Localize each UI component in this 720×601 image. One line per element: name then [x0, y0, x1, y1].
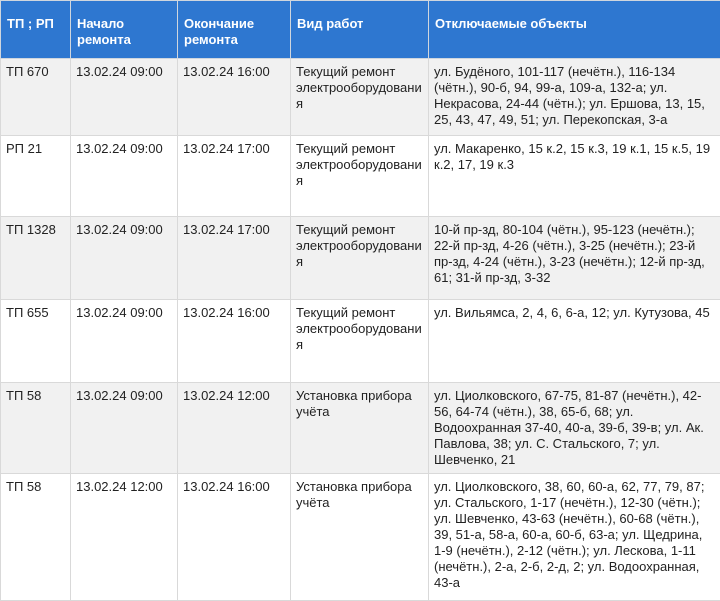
table-row [1, 217, 720, 300]
header-tp: ТП ; РП [1, 1, 71, 59]
cell-end: 13.02.24 16:00 [178, 59, 291, 136]
cell-tp: ТП 58 [1, 474, 71, 601]
cell-tp: ТП 655 [1, 300, 71, 383]
cell-start: 13.02.24 09:00 [71, 59, 178, 136]
cell-work: Установка прибора учёта [291, 383, 429, 474]
cell-tp: ТП 58 [1, 383, 71, 474]
cell-start: 13.02.24 09:00 [71, 383, 178, 474]
cell-start: 13.02.24 09:00 [71, 217, 178, 300]
table-row [1, 383, 720, 474]
cell-start: 13.02.24 09:00 [71, 136, 178, 217]
cell-objects: ул. Циолковского, 38, 60, 60-а, 62, 77, 79, 87; ул. Стальского, 1-17 (нечётн.), 12-30 (чётн.); ул. Шевченко, 43-63 (нечётн.), 60-68 (чётн.), 39, 51-а, 58-а, 60-а, 60-б, 63-а; ул. Щедрина, 1-9 (нечётн.), 2-12 (чётн.); ул. Лескова, 1-11 (нечётн.), 2-а, 2-б, 2-д, 2; ул. Водоохранная, 43-а [429, 474, 720, 601]
table-row [1, 136, 720, 217]
cell-work: Текущий ремонт электрооборудования [291, 217, 429, 300]
cell-objects: ул. Макаренко, 15 к.2, 15 к.3, 19 к.1, 15 к.5, 19 к.2, 17, 19 к.3 [429, 136, 720, 217]
cell-work: Текущий ремонт электрооборудования [291, 59, 429, 136]
cell-end: 13.02.24 12:00 [178, 383, 291, 474]
cell-end: 13.02.24 16:00 [178, 300, 291, 383]
cell-end: 13.02.24 17:00 [178, 136, 291, 217]
cell-objects: ул. Вильямса, 2, 4, 6, 6-а, 12; ул. Кутузова, 45 [429, 300, 720, 383]
table-header-row [1, 1, 720, 59]
table-row [1, 59, 720, 136]
cell-end: 13.02.24 16:00 [178, 474, 291, 601]
cell-objects: ул. Циолковского, 67-75, 81-87 (нечётн.), 42-56, 64-74 (чётн.), 38, 65-б, 68; ул. Водоохранная 37-40, 40-а, 39-б, 39-в; ул. Ак. Павлова, 38; ул. С. Стальского, 7; ул. Шевченко, 21 [429, 383, 720, 474]
cell-work: Текущий ремонт электрооборудования [291, 136, 429, 217]
cell-objects: ул. Будёного, 101-117 (нечётн.), 116-134 (чётн.), 90-б, 94, 99-а, 109-а, 132-а; ул. Некрасова, 24-44 (чётн.); ул. Ершова, 13, 15, 25, 43, 47, 49, 51; ул. Перекопская, 3-а [429, 59, 720, 136]
cell-work: Текущий ремонт электрооборудования [291, 300, 429, 383]
header-end: Окончание ремонта [178, 1, 291, 59]
cell-objects: 10-й пр-зд, 80-104 (чётн.), 95-123 (нечётн.); 22-й пр-зд, 4-26 (чётн.), 3-25 (нечётн.); 23-й пр-зд, 4-24 (чётн.), 3-23 (нечётн.); 12-й пр-зд, 61; 31-й пр-зд, 3-32 [429, 217, 720, 300]
header-objects: Отключаемые объекты [429, 1, 720, 59]
cell-end: 13.02.24 17:00 [178, 217, 291, 300]
table-row [1, 474, 720, 601]
cell-start: 13.02.24 12:00 [71, 474, 178, 601]
cell-work: Установка прибора учёта [291, 474, 429, 601]
cell-tp: РП 21 [1, 136, 71, 217]
cell-tp: ТП 1328 [1, 217, 71, 300]
cell-tp: ТП 670 [1, 59, 71, 136]
table-row [1, 300, 720, 383]
cell-start: 13.02.24 09:00 [71, 300, 178, 383]
header-start: Начало ремонта [71, 1, 178, 59]
header-work: Вид работ [291, 1, 429, 59]
